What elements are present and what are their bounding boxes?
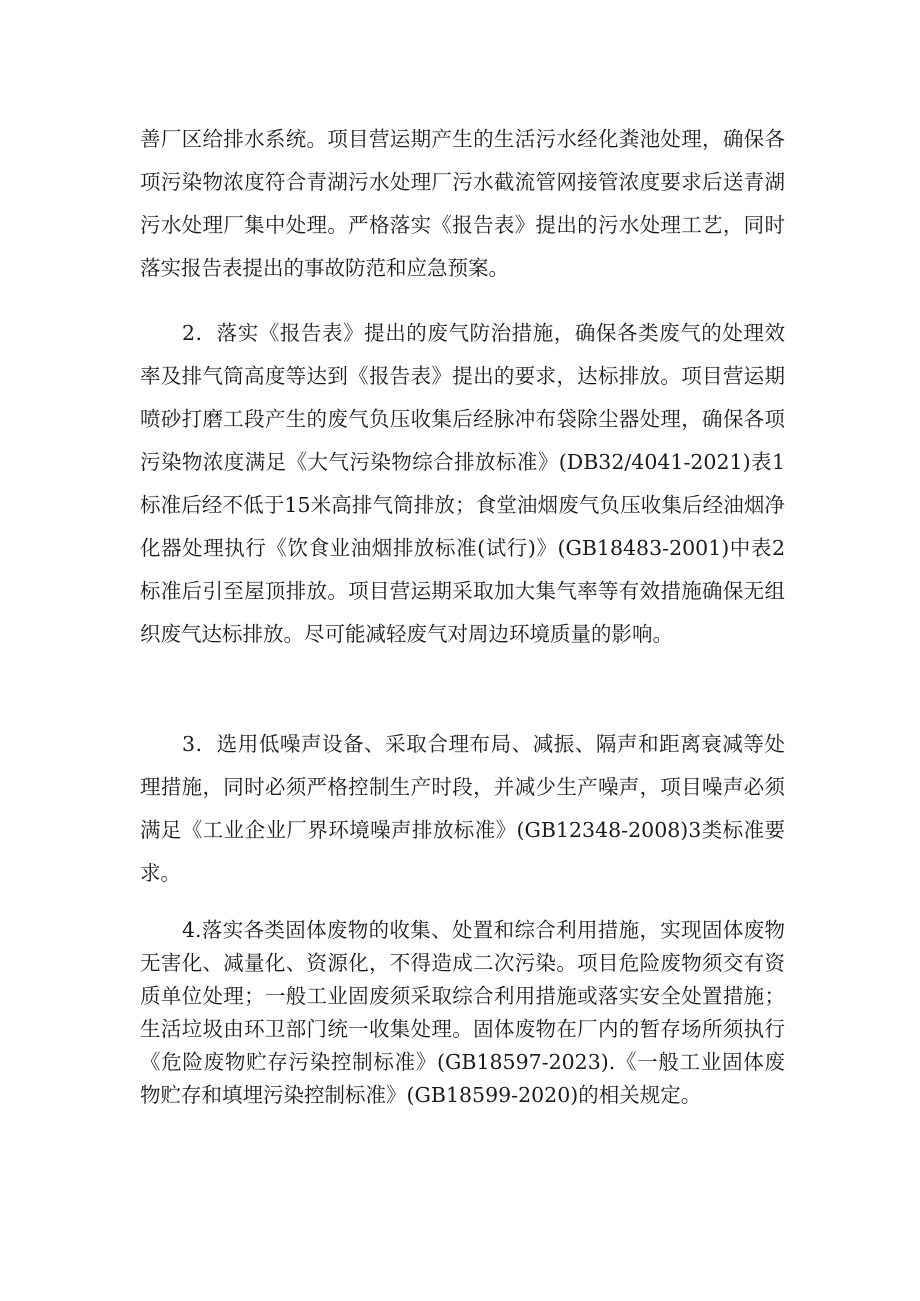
paragraph-wastewater: 善厂区给排水系统。项目营运期产生的生活污水经化粪池处理，确保各项污染物浓度符合青湖污水处理厂污水截流管网接管浓度要求后送青湖污水处理厂集中处理。严格落实《报告表》提出的污水处理工艺，同时落实报告表提出的事故防范和应急预案。: [140, 127, 785, 280]
paragraph-waste-gas: 2．落实《报告表》提出的废气防治措施，确保各类废气的处理效率及排气筒高度等达到《报告表》提出的要求，达标排放。项目营运期喷砂打磨工段产生的废气负压收集后经脉冲布袋除尘器处理，确保各项污染物浓度满足《大气污染物综合排放标准》(DB32/4041-2021)表1标准后经不低于15米高排气筒排放；食堂油烟废气负压收集后经油烟净化器处理执行《饮食业油烟排放标准(试行)》(GB18483-2001)中表2标准后引至屋顶排放。项目营运期采取加大集气率等有效措施确保无组织废气达标排放。尽可能减轻废气对周边环境质量的影响。: [140, 321, 785, 646]
paragraph-noise: 3．选用低噪声设备、采取合理布局、减振、隔声和距离衰减等处理措施，同时必须严格控制生产时段，并减少生产噪声，项目噪声必须满足《工业企业厂界环境噪声排放标准》(GB12348-2008)3类标准要求。: [140, 732, 785, 885]
paragraph-solid-waste: 4.落实各类固体废物的收集、处置和综合利用措施，实现固体废物无害化、减量化、资源化，不得造成二次污染。项目危险废物须交有资质单位处理；一般工业固废须采取综合利用措施或落实安全处置措施；生活垃圾由环卫部门统一收集处理。固体废物在厂内的暂存场所须执行《危险废物贮存污染控制标准》(GB18597-2023).《一般工业固体废物贮存和填埋污染控制标准》(GB18599-2020)的相关规定。: [140, 918, 785, 1107]
